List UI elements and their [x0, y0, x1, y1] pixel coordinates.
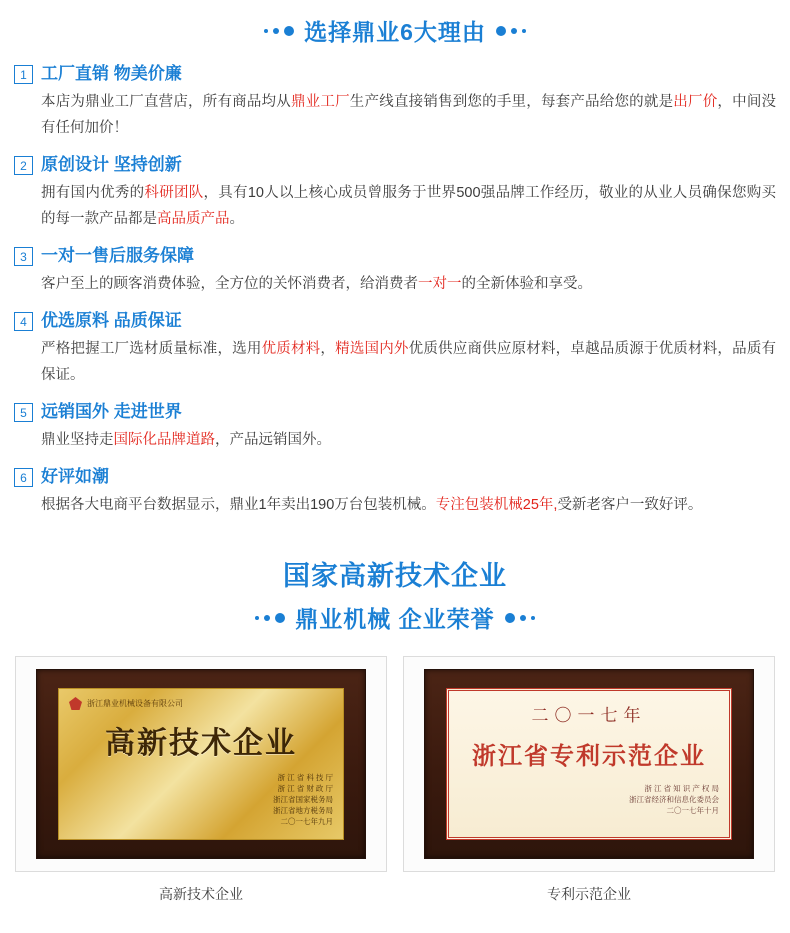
certificate-image-frame — [15, 656, 387, 872]
page-root — [0, 14, 790, 933]
body-text: 严格把握工厂选材质量标准，选用 — [41, 341, 262, 357]
certificate-card[interactable] — [403, 656, 775, 904]
certificate-company-name: 浙江鼎业机械设备有限公司 — [87, 699, 183, 708]
reason-body — [41, 245, 776, 297]
highlighted-text: 国际化品牌道路 — [113, 432, 215, 448]
heading-dots-right-icon — [505, 613, 535, 623]
honor-sub-heading-title: 鼎业机械 企业荣誉 — [295, 606, 495, 632]
reason-text — [41, 492, 776, 518]
reason-title: 一对一售后服务保障 — [41, 246, 194, 265]
reason-body — [41, 154, 776, 232]
reason-number: 1 — [14, 65, 33, 84]
reason-title: 原创设计 坚持创新 — [41, 155, 182, 174]
list-item — [14, 154, 776, 232]
heading-dots-right-icon — [496, 26, 526, 36]
reason-number: 4 — [14, 312, 33, 331]
certificate-company-row — [69, 697, 333, 710]
list-item — [14, 63, 776, 141]
certificate-caption: 专利示范企业 — [547, 886, 631, 902]
reason-number: 2 — [14, 156, 33, 175]
certificate-issuer — [69, 772, 333, 827]
certificate-plate — [58, 688, 344, 840]
reasons-heading — [0, 14, 790, 47]
issuer-line: 浙 江 省 科 技 厅 — [277, 773, 333, 782]
heading-dots-left-icon — [255, 613, 285, 623]
highlighted-text: 出厂价 — [673, 94, 718, 110]
highlighted-text: 高品质产品 — [157, 211, 230, 227]
reason-title: 远销国外 走进世界 — [41, 402, 182, 421]
certificate-plaque — [424, 669, 754, 859]
reason-number: 6 — [14, 468, 33, 487]
reason-body — [41, 63, 776, 141]
reason-number: 5 — [14, 403, 33, 422]
reason-text — [41, 336, 776, 388]
reason-title: 工厂直销 物美价廉 — [41, 64, 182, 83]
body-text: ，中间没有任何加价！ — [41, 94, 777, 136]
body-text: 客户至上的顾客消费体验，全方位的关怀消费者，给消费者 — [41, 276, 418, 292]
issuer-line: 二〇一七年十月 — [666, 806, 719, 815]
body-text: ，具有10人以上核心成员曾服务于世界500强品牌工作经历，敬业的从业人员确保您购买的每一款产品都是 — [41, 185, 777, 227]
issuer-line: 浙江省国家税务局 — [273, 795, 333, 804]
reason-text — [41, 271, 776, 297]
issuer-line: 二〇一七年九月 — [280, 817, 333, 826]
body-text: 拥有国内优秀的 — [41, 185, 145, 201]
certificate-image-frame — [403, 656, 775, 872]
highlighted-text: 专注包装机械25年, — [435, 497, 558, 513]
body-text: 受新老客户一致好评。 — [557, 497, 703, 513]
certificate-caption: 高新技术企业 — [159, 886, 243, 902]
reasons-heading-title: 选择鼎业6大理由 — [304, 19, 486, 45]
reason-number: 3 — [14, 247, 33, 266]
list-item — [14, 310, 776, 388]
list-item — [14, 466, 776, 518]
certificate-title: 浙江省专利示范企业 — [472, 743, 706, 770]
highlighted-text: 优质材料 — [261, 341, 321, 357]
body-text: 本店为鼎业工厂直营店，所有商品均从 — [41, 94, 291, 110]
list-item — [14, 401, 776, 453]
certificate-gallery — [0, 656, 790, 904]
reason-body — [41, 466, 776, 518]
body-text: 的全新体验和享受。 — [461, 276, 592, 292]
certificate-card[interactable] — [15, 656, 387, 904]
body-text: ， — [320, 341, 336, 357]
highlighted-text: 精选国内外 — [335, 341, 409, 357]
issuer-line: 浙 江 省 财 政 厅 — [277, 784, 333, 793]
reason-title: 优选原料 品质保证 — [41, 311, 182, 330]
certificate-year: 二〇一七年 — [531, 706, 647, 725]
reasons-list — [14, 63, 776, 518]
reason-body — [41, 401, 776, 453]
reason-text — [41, 89, 776, 141]
reason-text — [41, 180, 776, 232]
certificate-plate — [446, 688, 732, 840]
heading-dots-left-icon — [264, 26, 294, 36]
honor-main-title: 国家高新技术企业 — [283, 561, 507, 591]
certificate-plaque — [36, 669, 366, 859]
certificate-title: 高新技术企业 — [105, 727, 297, 760]
issuer-line: 浙 江 省 知 识 产 权 局 — [644, 784, 719, 793]
body-text: ，产品远销国外。 — [215, 432, 331, 448]
body-text: 优质供应商供应原材料，卓越品质源于优质材料，品质有保证。 — [41, 341, 777, 383]
highlighted-text: 鼎业工厂 — [290, 94, 350, 110]
highlighted-text: 科研团队 — [144, 185, 204, 201]
highlighted-text: 一对一 — [418, 276, 462, 292]
body-text: 。 — [229, 211, 244, 227]
body-text: 鼎业坚持走 — [41, 432, 114, 448]
body-text: 生产线直接销售到您的手里，每套产品给您的就是 — [349, 94, 674, 110]
issuer-line: 浙江省地方税务局 — [273, 806, 333, 815]
certificate-issuer — [459, 783, 719, 816]
list-item — [14, 245, 776, 297]
reason-text — [41, 427, 776, 453]
body-text: 根据各大电商平台数据显示，鼎业1年卖出190万台包装机械。 — [41, 497, 436, 513]
issuer-line: 浙江省经济和信息化委员会 — [629, 795, 719, 804]
company-logo-icon — [69, 697, 82, 710]
reason-title: 好评如潮 — [41, 467, 109, 486]
reason-body — [41, 310, 776, 388]
honor-sub-heading — [0, 601, 790, 634]
